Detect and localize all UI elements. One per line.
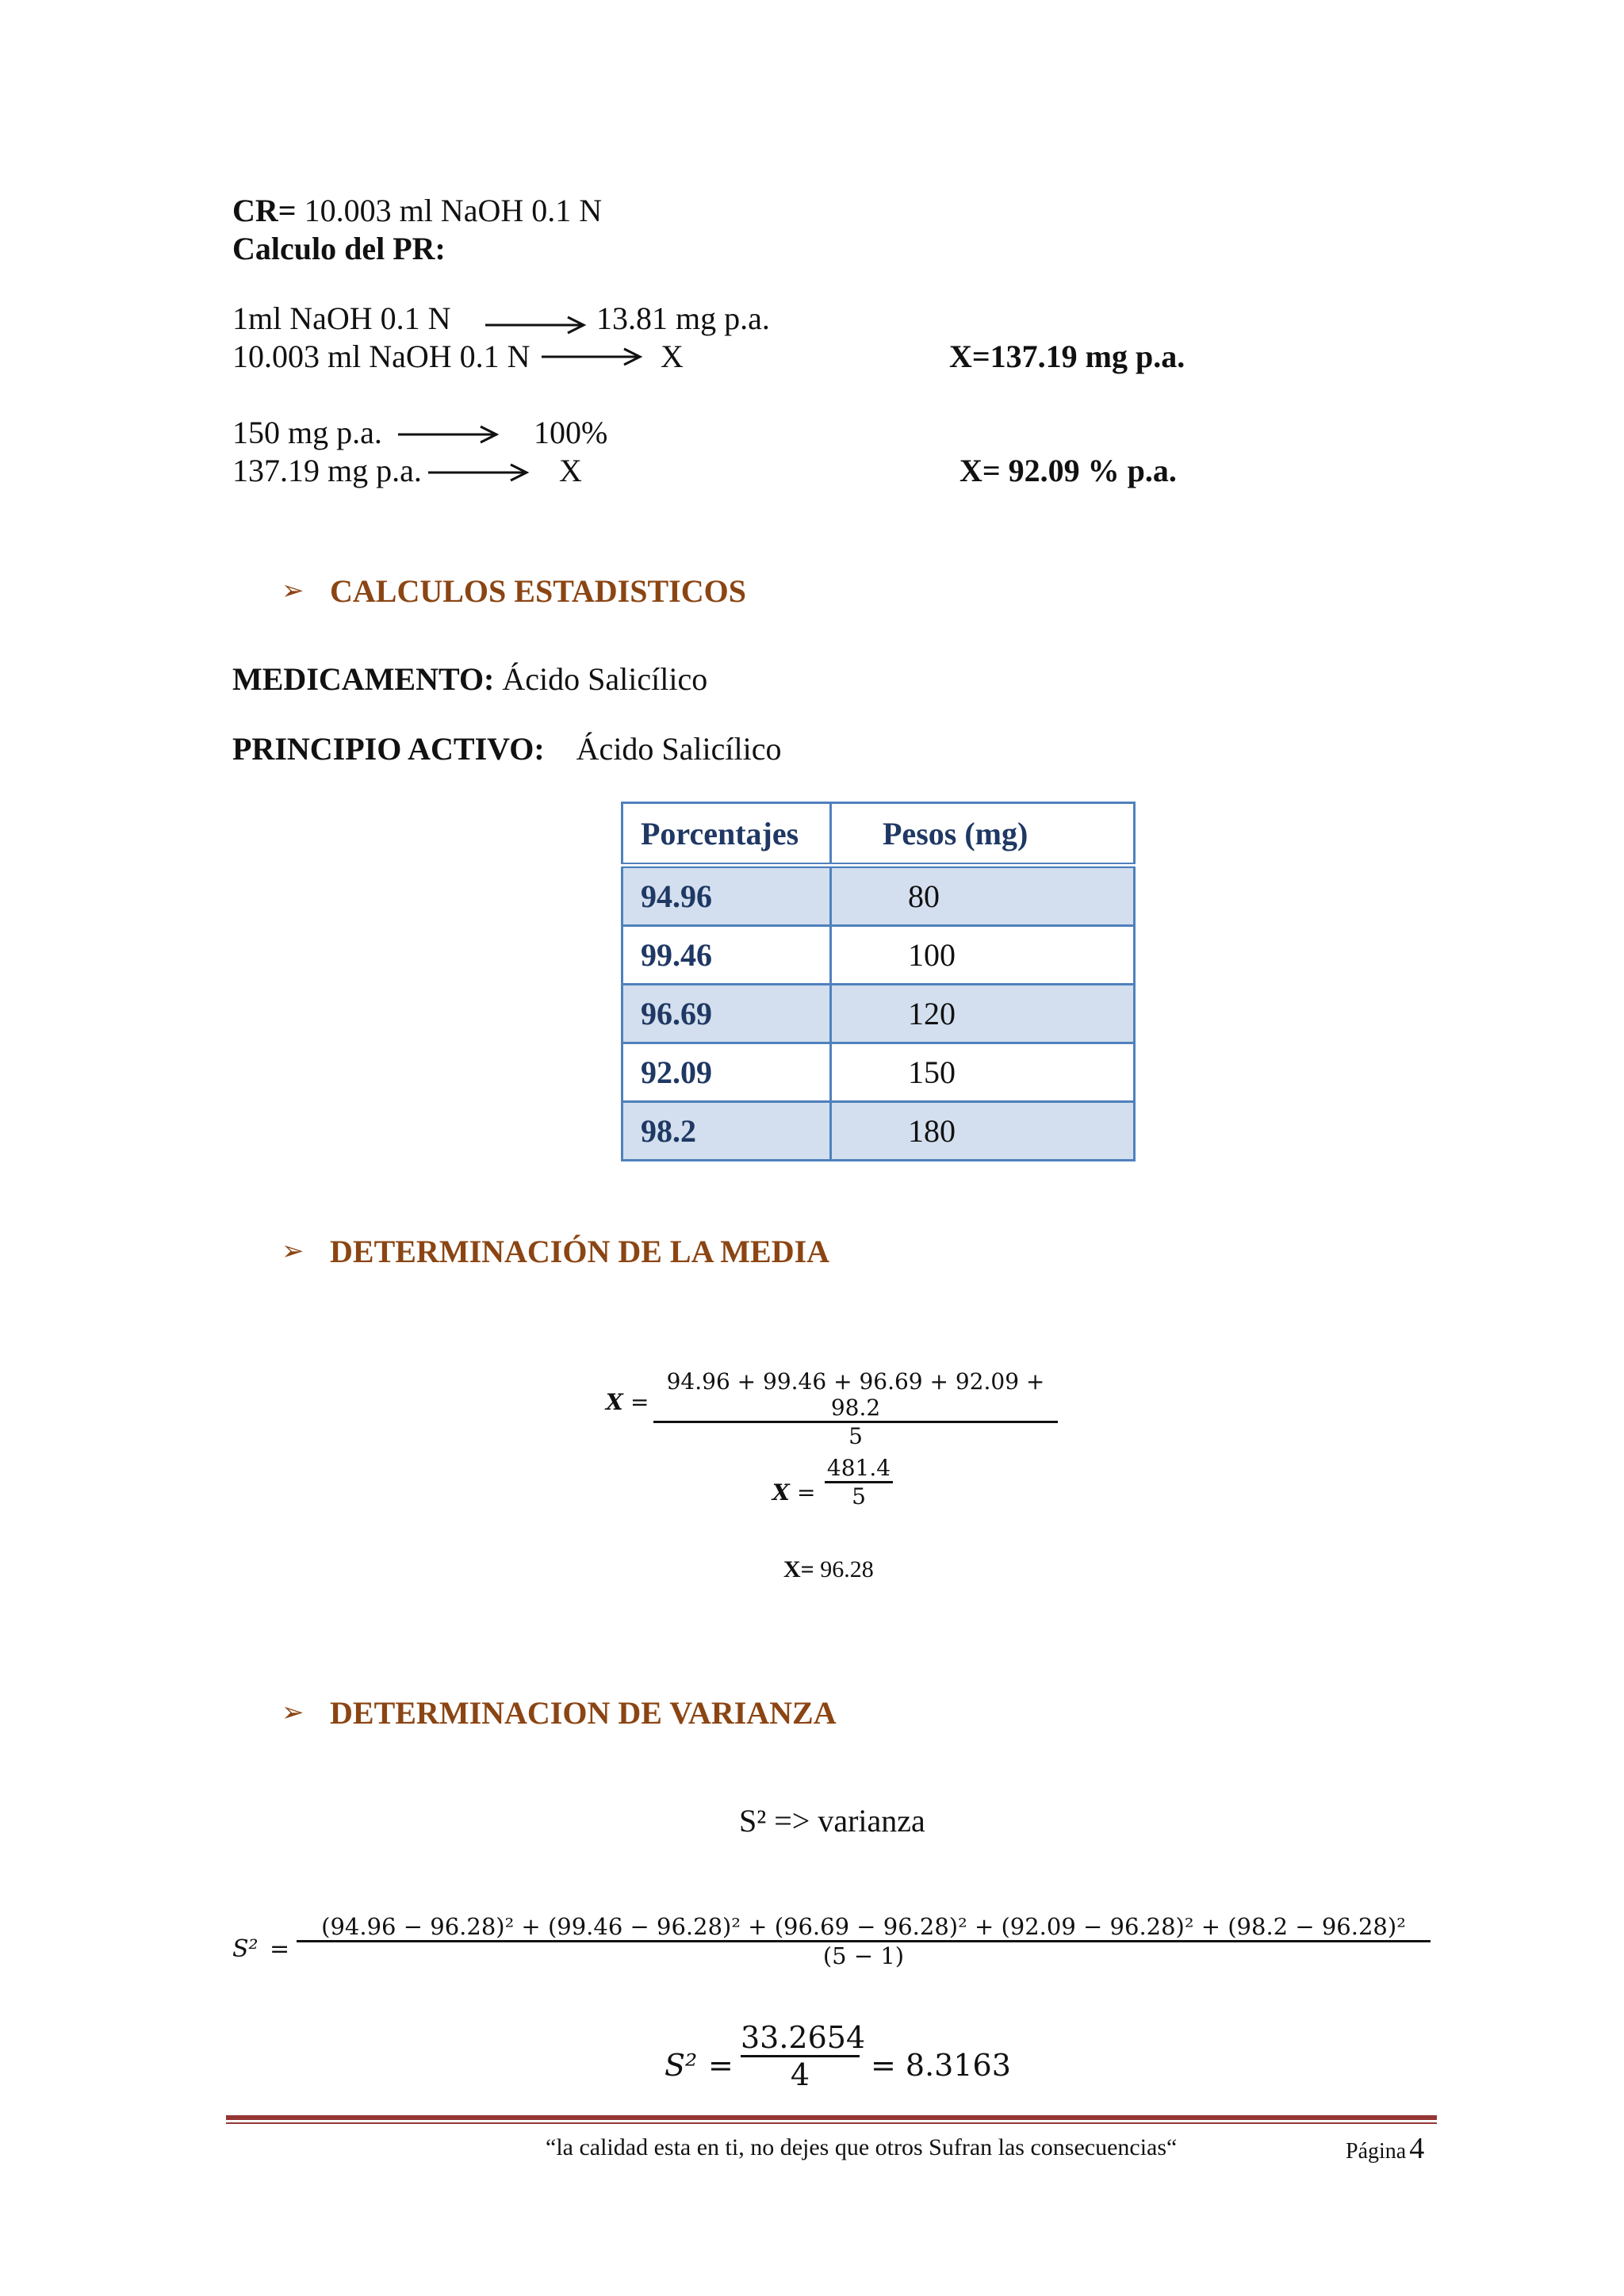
variance-fraction-2 <box>741 2020 866 2092</box>
mean-var: X <box>606 1389 623 1415</box>
table-row <box>622 866 1135 926</box>
footer-quote: “la calidad esta en ti, no dejes que otros Sufran las consecuencias“ <box>546 2134 1178 2160</box>
bullet-arrow-icon: ➢ <box>282 1237 304 1266</box>
rule1-line2-left: 10.003 ml NaOH 0.1 N <box>232 339 530 374</box>
footer-page-label: Página <box>1346 2139 1407 2164</box>
section-heading-stats: CALCULOS ESTADISTICOS <box>330 573 746 609</box>
mean-var: X <box>772 1479 790 1506</box>
variance-result: = 8.3163 <box>871 2048 1011 2083</box>
principio-line <box>232 730 782 767</box>
table-header-cell: Porcentajes <box>622 803 831 866</box>
arrow-right-icon <box>542 347 645 366</box>
table-cell: 100 <box>831 926 1135 985</box>
table-row <box>622 926 1135 985</box>
table-cell: 180 <box>831 1102 1135 1161</box>
mean-f2-denominator: 5 <box>852 1483 866 1510</box>
footer-page <box>1346 2131 1424 2166</box>
cr-value: 10.003 ml NaOH 0.1 N <box>304 193 603 228</box>
rule2-line1-right: 100% <box>534 415 608 450</box>
variance-s2: S² <box>232 1935 259 1963</box>
mean-eq: = <box>797 1479 816 1506</box>
variance-intro: S² => varianza <box>739 1803 925 1839</box>
cr-line <box>232 192 602 229</box>
footer-page-number: 4 <box>1409 2132 1425 2165</box>
mean-eq: = <box>630 1389 649 1415</box>
rule2-line2-left: 137.19 mg p.a. <box>232 453 422 488</box>
medicamento-value: Ácido Salicílico <box>502 661 708 697</box>
variance-s2: S² <box>665 2048 698 2083</box>
rule2-line1-left: 150 mg p.a. <box>232 415 382 450</box>
mean-result <box>783 1556 874 1583</box>
mean-result-label: X= <box>783 1556 814 1582</box>
table-cell: 99.46 <box>622 926 831 985</box>
medicamento-label: MEDICAMENTO: <box>232 661 495 697</box>
table-row <box>622 1043 1135 1102</box>
footer-divider <box>226 2122 1437 2124</box>
section-heading-variance: DETERMINACION DE VARIANZA <box>330 1695 837 1731</box>
rule1-result: X=137.19 mg p.a. <box>949 339 1185 374</box>
mean-result-value: 96.28 <box>820 1556 874 1582</box>
mean-fraction-1 <box>653 1368 1058 1449</box>
footer-divider <box>226 2115 1437 2120</box>
table-header-cell: Pesos (mg) <box>831 803 1135 866</box>
variance-f2-numerator: 33.2654 <box>741 2020 866 2055</box>
mean-fraction-2 <box>825 1455 893 1510</box>
mean-f2-numerator: 481.4 <box>826 1455 891 1481</box>
rule1-line1-left: 1ml NaOH 0.1 N <box>232 300 451 336</box>
rule1-line1-right: 13.81 mg p.a. <box>596 300 770 336</box>
principio-value: Ácido Salicílico <box>576 731 782 767</box>
rule2-result: X= 92.09 % p.a. <box>959 453 1177 488</box>
bullet-arrow-icon: ➢ <box>282 576 304 606</box>
rule1-line2-right: X <box>661 339 684 374</box>
bullet-arrow-icon: ➢ <box>282 1698 304 1728</box>
table-cell: 94.96 <box>622 866 831 926</box>
medicamento-line <box>232 660 707 698</box>
table-cell: 80 <box>831 866 1135 926</box>
principio-label: PRINCIPIO ACTIVO: <box>232 731 545 767</box>
mean-f1-denominator: 5 <box>848 1423 863 1449</box>
table-cell: 96.69 <box>622 985 831 1043</box>
table-row <box>622 1102 1135 1161</box>
mean-f1-numerator: 94.96 + 99.46 + 96.69 + 92.09 + 98.2 <box>666 1368 1045 1421</box>
table-cell: 120 <box>831 985 1135 1043</box>
variance-f2-denominator: 4 <box>790 2057 810 2092</box>
arrow-right-icon <box>398 425 501 444</box>
arrow-right-icon <box>485 316 588 335</box>
variance-eq: = <box>270 1935 290 1963</box>
arrow-right-icon <box>428 463 531 482</box>
variance-f1-denominator: (5 − 1) <box>822 1942 905 1969</box>
table-cell: 92.09 <box>622 1043 831 1102</box>
variance-fraction-1 <box>297 1913 1431 1969</box>
variance-eq: = <box>708 2048 733 2083</box>
section-heading-mean: DETERMINACIÓN DE LA MEDIA <box>330 1234 830 1269</box>
data-table <box>621 802 1136 1161</box>
rule2-line2-right: X <box>559 453 582 488</box>
table-header-row <box>622 803 1135 866</box>
table-cell: 150 <box>831 1043 1135 1102</box>
calc-pr-heading: Calculo del PR: <box>232 231 446 266</box>
variance-f1-numerator: (94.96 − 96.28)² + (99.46 − 96.28)² + (96.69 − 96.28)² + (92.09 − 96.28)² + (98.2 − 96.28)² <box>321 1913 1406 1940</box>
table-row <box>622 985 1135 1043</box>
cr-label: CR= <box>232 193 297 228</box>
table-cell: 98.2 <box>622 1102 831 1161</box>
